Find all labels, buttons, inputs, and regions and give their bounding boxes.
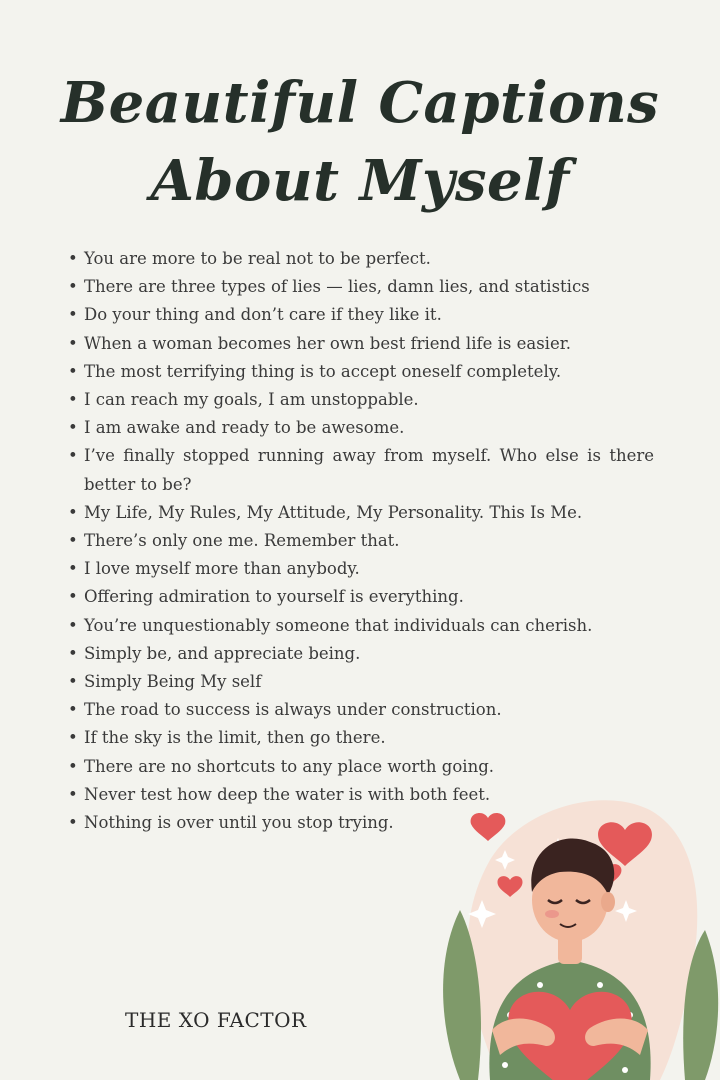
list-item: • Simply Being My self [66,668,646,696]
person-hugging-heart-illustration [430,780,720,1080]
list-item: • When a woman becomes her own best friend life is easier. [66,330,646,358]
list-item: • Do your thing and don’t care if they like it. [66,301,646,329]
list-item: • I am awake and ready to be awesome. [66,414,646,442]
brand-logo: THE XO FACTOR [125,1008,307,1032]
list-item: • If the sky is the limit, then go there. [66,724,646,752]
list-item: • I can reach my goals, I am unstoppable. [66,386,646,414]
list-item: • My Life, My Rules, My Attitude, My Personality. This Is Me. [66,499,654,527]
list-item: • There are three types of lies — lies, damn lies, and statistics [66,273,646,301]
list-item: • Simply be, and appreciate being. [66,640,646,668]
list-item: • You are more to be real not to be perfect. [66,245,646,273]
list-item: • I’ve finally stopped running away from myself. Who else is there better to be? [66,442,654,498]
title-line-1: Beautiful Captions [60,70,660,136]
list-item: • The road to success is always under construction. [66,696,646,724]
list-item: • There’s only one me. Remember that. [66,527,646,555]
list-item: • Offering admiration to yourself is everything. [66,583,646,611]
list-item: • Nothing is over until you stop trying. [66,809,646,837]
caption-list [66,245,654,837]
list-item: • I love myself more than anybody. [66,555,646,583]
list-item: • There are no shortcuts to any place worth going. [66,753,646,781]
list-item: • You’re unquestionably someone that individuals can cherish. [66,612,646,640]
title-line-2: About Myself [150,148,570,214]
heart-icon [471,813,506,841]
ear [601,892,615,912]
page-title [0,64,720,220]
list-item: • The most terrifying thing is to accept oneself completely. [66,358,646,386]
list-item: • Never test how deep the water is with both feet. [66,781,646,809]
blush [545,910,559,918]
